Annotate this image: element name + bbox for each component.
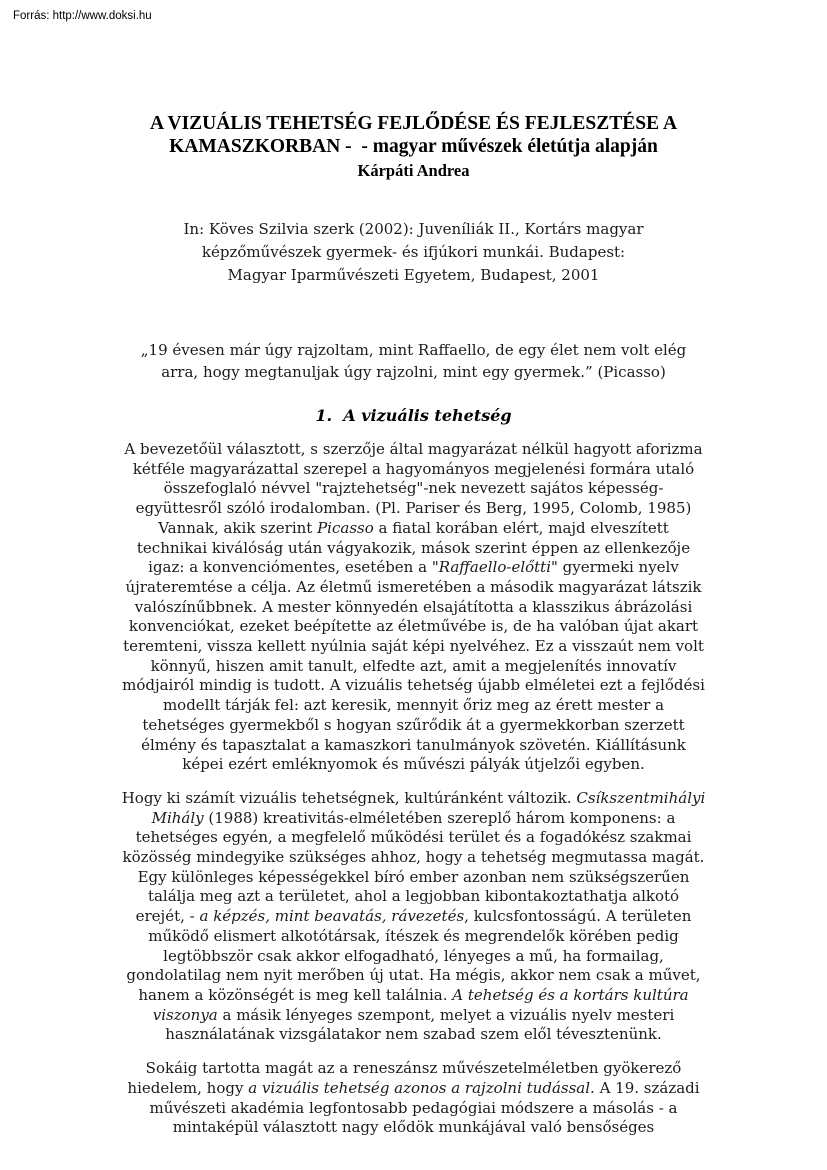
title-line-2: KAMASZKORBAN - - magyar művészek életútja alapján [169,136,658,157]
text-run: a fiatal korában elért, majd elveszített technikai kiválóság után vágyakozik, mások szerint éppen az ellenkezője igaz: a konvenciómentes, esetében a " [136,518,691,577]
text-run: Hogy ki számít vizuális tehetségnek, kultúránként változik. [121,788,577,807]
text-run: " gyermeki nyelv újrateremtése a célja. Az életmű ismeretében a második magyarázat látszik valószínűbbnek. A mester könnyedén elsajátította a klasszikus ábrázolási konvenciókat, ezeket beépítette az életművébe is, de ha valóban újat akart teremteni, vissza kellett nyúlnia saját képi nyelvéhez. Ez a visszaút nem volt könnyű, hiszen amit tanult, elfedte azt, amit a megjelenítés innovatív módjairól mindig is tudott. A vizuális tehetség újabb elméletei ezt a fejlődési modellt tárják fel: azt keresik, mennyit őriz meg az érett mester a tehetséges gyermekből s hogyan szűrődik át a gyermekkorban szerzett élmény és tapasztalat a kamaszkori tanulmányok szövetén. Kiállításunk képei ezért emléknyomok és művészi pályák útjelzői egyben. [122,558,705,774]
epigraph-quote: „19 évesen már úgy rajzoltam, mint Raffaello, de egy élet nem volt elég arra, hogy megtanuljak úgy rajzolni, mint egy gyermek.” (Picasso) [140,341,687,381]
emphasized-text-run: a vizuális tehetség azonos a rajzolni tudással. [248,1078,595,1097]
paragraph [121,1059,706,1138]
paragraph [121,789,706,1045]
paragraph [121,440,706,775]
text-run: a másik lényeges szempont, melyet a vizuális nyelv mesteri használatának vizsgálatakor nem szabad szem elől tévesztenünk. [165,1005,675,1044]
emphasized-text-run: Raffaello-előtti [438,558,551,577]
text-run: (1988) kreativitás-elméletében szereplő három komponens: a tehetséges egyén, a megfelelő működési terület és a fogadókész szakmai közösség mindegyike szükséges ahhoz, hogy a tehetség megmutassa magát. Egy különleges képességekkel bíró ember azonban nem szükségszerűen találja meg azt a területet, ahol a legjobban kibontakoztathatja alkotó erejét, - [122,808,705,926]
emphasized-text-run: A tehetség és a kortárs kultúra viszonya [152,985,689,1024]
text-run: , kulcsfontosságú. A területen működő elismert alkotótársak, ítészek és megrendelők körében pedig legtöbbször csak akkor elfogadható, lényeges a mű, ha formailag, gondolatilag nem nyit merőben új utat. Ha mégis, akkor nem csak a művet, hanem a közönségét is meg kell találnia. [126,907,701,1004]
document-title [121,112,706,158]
document-page [121,0,706,1138]
text-run: Sokáig tartotta magát az a reneszánsz művészetelméletben gyökerező hiedelem, hogy [127,1059,682,1097]
text-run: A 19. századi művészeti akadémia legfontosabb pedagógiai módszere a másolás - a mintaképül választott nagy elődök munkájával való bensőséges [149,1078,700,1137]
emphasized-text-run: a képzés, mint beavatás, rávezetés [199,907,465,926]
emphasized-text-run: Picasso [317,518,374,537]
citation-block: In: Köves Szilvia szerk (2002): Juveníliák II., Kortárs magyar képzőművészek gyermek- és ifjúkori munkái. Budapest: Magyar Iparművészeti Egyetem, Budapest, 2001 [183,220,644,284]
author-name: Kárpáti Andrea [357,161,470,180]
title-line-1: A VIZUÁLIS TEHETSÉG FEJLŐDÉSE ÉS FEJLESZTÉSE A [149,113,678,134]
text-run: A bevezetőül választott, s szerzője által magyarázat nélkül hagyott aforizma kétféle magyarázattal szerepel a hagyományos megjelenési formára utaló összefoglaló névvel "rajztehetség"-nek nevezett sajátos képesség-együttesről szóló irodalomban. (Pl. Pariser és Berg, 1995, Colomb, 1985) Vannak, akik szerint [124,440,703,537]
source-url-label: Forrás: http://www.doksi.hu [13,10,152,22]
section-heading: 1. A vizuális tehetség [315,406,512,425]
body-paragraphs [121,440,706,1138]
emphasized-text-run: Csíkszentmihályi Mihály [151,788,706,827]
